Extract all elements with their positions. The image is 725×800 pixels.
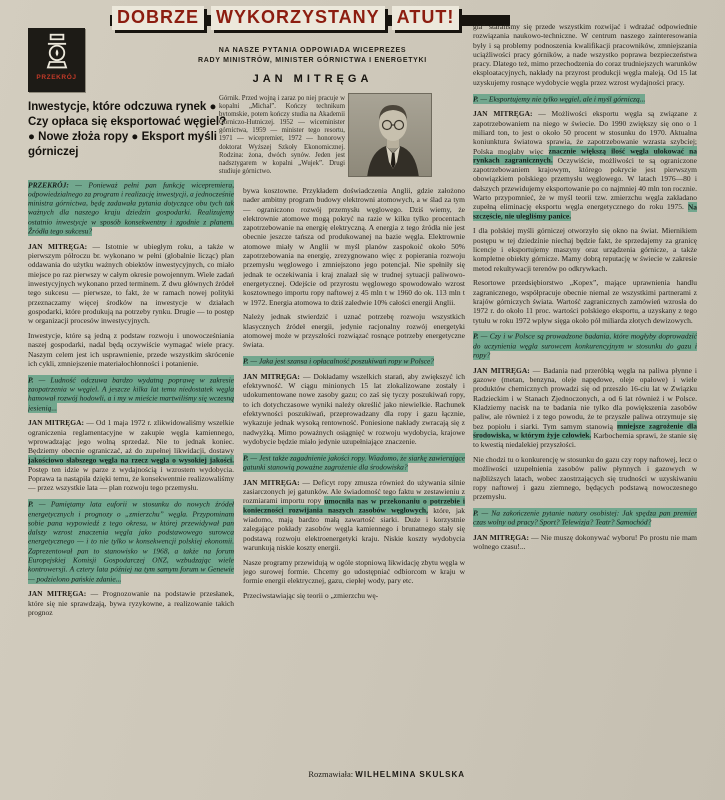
magazine-logo	[28, 28, 85, 92]
byline	[243, 769, 465, 779]
text-segment: Inwestycje, które odczuwa rynek ● Czy opłaca się eksportować węgiel? ● Nowe złoża ropy ● Eksport myśli górniczej	[28, 101, 227, 158]
text-segment: P.	[243, 356, 251, 366]
text-segment: JAN MITRĘGA:	[243, 477, 303, 487]
text-segment: JAN MITRĘGA:	[473, 365, 533, 375]
text-segment: Na szczęście, nie ulegliśmy panice.	[473, 202, 697, 221]
text-segment: Nie chodzi tu o konkurencję w stosunku do gazu czy ropy naftowej, lecz o możliwości uzupełnienia zasobów paliw płynnych i gazowych w najbliższych latach, wobec zaostrzających się trudności w uzyskiwaniu ropy naftowej i gazu ziemnego, będących podstawą nowoczesnego przemysłu.	[473, 454, 697, 502]
text-segment: — Pamiętamy lata euforii w stosunku do nowych źródeł energetycznych i prognozy o „zmierzchu” węgla. Przypominam sobie pana wypowiedź z tego okresu, w której przewidywał pan dalszy wzrost znaczenia węgla jako podstawowego surowca energetycznego — i to nie tylko w konsekwencji polskiej ekonomii. Zaprezentował pan to stanowisko w 1968, a także na forum Europejskiej Komisji Gospodarczej ONZ, wzbudzając wiele kontrowersji. A cztery lata później na tym samym forum w Genewie — podzielono pańskie zdanie...	[28, 499, 234, 584]
logo-label: PRZEKRÓJ	[36, 74, 77, 81]
photo-caption: Górnik. Przed wojną i zaraz po niej pracuje w kopalni „Michał”. Kończy technikum bytomskie, potem kończy studia na Akademii Górniczo-Hutniczej. 1952 — wiceminister górnictwa, 1959 — minister tego resortu, 1971 — wicepremier, 1972 — honorowy doktorat Wyższej Szkoły Ekonomicznej. Rodzina: żona, dwóch synów. Jeden jest nadsztygarem w kopalni „Wujek”. Drugi studiuje górnictwo.	[219, 95, 345, 175]
question-paragraph	[28, 500, 234, 584]
question-paragraph	[473, 94, 697, 103]
text-segment: JAN MITRĘGA:	[28, 241, 93, 251]
question-paragraph	[243, 453, 465, 472]
column-right	[473, 22, 697, 786]
text-segment: Karbochemia sprawi, że stanie się to kwestią niedalekiej przyszłości.	[473, 430, 697, 450]
interviewee-name: JAN MITRĘGA	[252, 73, 373, 85]
question-paragraph	[28, 375, 234, 412]
answer-paragraph	[473, 22, 697, 87]
text-segment: JAN MITRĘGA:	[28, 589, 91, 599]
text-segment: Należy jednak stwierdzić i uznać potrzebę rozwoju wszystkich klasycznych źródeł energii, jedynie racjonalny rozwój energetyki atomowej może w przyszłości rozwiązać rosnące potrzeby energetyczne świata.	[243, 312, 465, 350]
answer-paragraph	[473, 366, 697, 450]
answer-paragraph	[28, 242, 234, 326]
answer-paragraph	[243, 186, 465, 307]
text-segment: JAN MITRĘGA:	[473, 109, 539, 119]
text-segment: P.	[473, 508, 482, 518]
text-segment: mniejsze zagrożenie dla środowiska, w którym żyje człowiek.	[473, 421, 697, 440]
text-segment: — Prognozowanie na podstawie przesłanek, które się nie sprawdzają, bywa ryzykowne, a realizowanie takich prognoz	[28, 589, 234, 617]
text-segment: umocniła nas w przekonaniu o potrzebie i konieczności rozwijania naszych zasobów węglowych,	[243, 496, 465, 515]
text-segment: P.	[28, 375, 39, 385]
subtitle-line-1: NA NASZE PYTANIA ODPOWIADA WICEPREZES	[218, 47, 407, 54]
answer-paragraph	[243, 478, 465, 552]
text-segment: JAN MITRĘGA:	[243, 371, 303, 381]
text-segment: — Jaka jest szansa i opłacalność poszukiwań ropy w Polsce?	[250, 356, 435, 366]
column-left	[28, 100, 234, 794]
answer-paragraph	[243, 312, 465, 349]
text-segment: — Deficyt ropy zmusza również do używania silnie zasiarczonych jej gatunków. Ale świadomość tego faktu w zestawieniu z rozmiarami importu ropy	[243, 477, 465, 506]
text-segment: — Badania nad przeróbką węgla na paliwa płynne i gazowe (metan, benzyna, oleje napędowe, oleje opałowe) i wiele produktów chemicznych prowadzi się od przeszło 16-ciu lat w Związku Radzieckim i w Stanach Zjednoczonych, a od 6 lat również i w Polsce. Kładziemy nacisk na te badania nie tylko dla powiększenia zasobów paliw, ale również i z tego powodu, że te przyszłe paliwa otrzymuje się bez popiołu i siarki. Tym samym stanowią	[473, 365, 697, 431]
text-segment: — Istotnie w ubiegłym roku, a także w pierwszym półroczu br. wykonano w pełni (globalnie licząc) plan oddawania do użytku ważnych obiektów inwestycyjnych, co miało miejsce po raz pierwszy w całym okresie powojennym. Wiele zadań inwestycyjnych wykonano przed terminem. Z dwu głównych źródeł tego sukcesu — pierwsze, to fakt, że w ramach nowej polityki przeznaczamy więcej środków na inwestycje w działach gospodarki, które produkują na potrzeby rynku. Drugie — to postęp w organizacji procesów inwestycyjnych.	[28, 241, 234, 326]
answer-paragraph	[243, 591, 465, 600]
question-paragraph	[28, 180, 234, 236]
question-paragraph	[473, 508, 697, 527]
text-segment: — Czy i w Polsce są prowadzone badania, które mogłyby doprowadzić do uczynienia węgla surowcem konkurencyjnym w stosunku do gazu i ropy?	[473, 331, 697, 360]
text-segment: — Jest także zagadnienie jakości ropy. Wiadomo, że siarkę zawierające gatunki stanowią poważne zagrożenie dla środowiska?	[243, 453, 465, 472]
answer-paragraph	[243, 558, 465, 586]
title-word: DOBRZE	[112, 6, 204, 30]
answer-paragraph	[473, 455, 697, 501]
text-segment: Nasze programy przewidują w ogóle stopniową likwidację zbytu węgla w jego surowej formie. Chcemy go udostępniać odbiorcom w kraju w formie energii elektrycznej, gazu, ciepłej wody, pary etc.	[243, 557, 465, 586]
answer-paragraph	[243, 372, 465, 446]
text-segment: P.	[473, 331, 481, 341]
portrait-photo	[348, 93, 432, 177]
text-segment: gla” staraliśmy się przede wszystkim rozwijać i wdrażać odpowiednie rozwiązania naukowo-techniczne. W centrum naszego zainteresowania były i są problemy podnoszenia kwalifikacji pracowników, zmniejszania uciążliwości pracy górników, a nade wszystko poprawa bezpieczeństwa pracy. Dlatego też, mimo przechodzenia do coraz trudniejszych warunków eksploatacyjnych, nakłady na przyrost produkcji węgla maleją. Od 15 lat uzyskujemy rosnące wydobycie węgla przez wzrost wydajności pracy.	[473, 22, 697, 87]
answer-paragraph	[28, 589, 234, 617]
text-segment: — Eksportujemy nie tylko węgiel, ale i myśl górniczą...	[480, 94, 646, 104]
question-paragraph	[473, 332, 697, 360]
text-segment: Resortowe przedsiębiorstwo „Kopex”, mające uprawnienia handlu zagranicznego, współpracuje obecnie niemal ze wszystkimi partnerami z krajów górniczych świata. Wartość zagranicznych zamówień wzrosła do 1972 r. do około 11 proc. wartości polskiego eksportu, a uzyskany z tego tytułu w roku 1972 wpływ sięga około pół miliarda złotych dewizowych.	[473, 278, 697, 325]
text-segment: Postęp ten idzie w parze z wydajnością i wzrostem wydobycia. Poprawa ta nastąpiła dzięki temu, że konsekwentnie realizowaliśmy — przez wszystkie lata — plan rozwoju tego przemysłu.	[28, 464, 234, 493]
text-segment: — Od 1 maja 1972 r. zlikwidowaliśmy wszelkie ograniczenia reglamentacyjne w zakupie węgla kamiennego, wprowadzając jego wolną sprzedaż. Nie to jednak koniec. Będziemy obecnie ograniczać, aż do zupełnej likwidacji, dostawy	[28, 418, 234, 456]
question-paragraph	[243, 357, 465, 366]
text-segment: — Dokładamy wszelkich starań, aby zwiększyć ich efektywność. W ciągu minionych 15 lat zlokalizowane zostały i udokumentowane nowe zasoby gazu; co zaś się tyczy poszukiwań ropy, to ich dotychczasowe wyniki należy określić jako niewielkie. Rachunek efektywności poszukiwań, przeprowadzany dla ropy i gazu łącznie, wykazuje jednak wysoką rentowność. Poniesione nakłady zwracają się z nadwyżką. Mimo poważnych osiągnięć w rozwoju wydobycia, krajowe wydobycie będzie miało jedynie uzupełniające znaczenie.	[243, 371, 465, 446]
page-title	[112, 6, 459, 30]
text-segment: — Ludność odczuwa bardzo wydatną poprawę w zakresie zaopatrzenia w węgiel. A jeszcze kilka lat temu niedostatek węgla hamował rozwój hodowli, a i my w mieście martwiliśmy się wczesną jesienią...	[28, 375, 234, 413]
text-segment: znacznie większą ilość węgla ulokować na rynkach zagranicznych.	[473, 146, 697, 165]
text-segment: P.	[243, 453, 251, 463]
text-segment: — Na zakończenie pytanie natury osobistej: Jak spędza pan premier czas wolny od pracy? Sport? Telewizja? Teatr? Samochód?	[473, 508, 697, 527]
title-word: ATUT!	[392, 6, 460, 30]
answer-paragraph	[473, 533, 697, 552]
answer-paragraph	[473, 278, 697, 324]
text-segment: — Ponieważ pełni pan funkcję wicepremiera, odpowiedzialnego za program i realizację inwestycji, a jednocześnie ministra górnictwa, będę zadawała pytania dotyczące obu tych tak ważnych dla naszego kraju dziedzin gospodarki. Realizujemy ostatnio inwestycje w sposób konsekwentny i zgodnie z planem. Źródła tego sukcesu?	[28, 180, 234, 236]
column-middle	[243, 186, 465, 764]
text-segment: Inwestycje, które są jedną z podstaw rozwoju i unowocześniania naszej gospodarki, nadal będą oczywiście wymagać wiele pracy. Naszym celem jest ich usprawnienie, przede wszystkim skrócenie ich cykli, zmniejszenie materiałochłonności i potanienie.	[28, 330, 234, 368]
portrait-illustration	[349, 94, 432, 177]
miner-lamp-icon	[40, 32, 74, 72]
text-segment: P.	[473, 94, 481, 104]
text-segment: PRZEKRÓJ:	[28, 180, 76, 189]
subtitle-line-2: RADY MINISTRÓW, MINISTER GÓRNICTWA I ENERGETYKI	[198, 56, 427, 64]
text-segment: bywa kosztowne. Przykładem doświadczenia Anglii, gdzie założono nader ambitny program budowy elektrowni atomowych, a w ślad za tym — ograniczono rozwój przemysłu węglowego. Dziś wiemy, że elektrownie atomowe mogą pokryć na razie w kilku tylko procentach zapotrzebowanie na energię elektryczną. A energia z tego źródła nie jest obecnie jeszcze tańsza od produkowanej na bazie węgla. Elektrownie atomowe miały w Anglii w myśl planów zaspokoić około 50% zapotrzebowania na energię, zrezygnowano więc z popierania rozwoju przemysłu węglowego i zmniejszono jego potencjał. Nie spełniły się jednak te oczekiwania i kraj znalazł się w trudnej sytuacji paliwowo-energetycznej. Odejście od przyrostu węglowego spowodowało wzrost kosztownego importu ropy naftowej z 45 mln t w 1960 do ok. 113 mln t w 1972. Energia atomowa to dziś zaledwie 10% całości energii Anglii.	[243, 186, 465, 307]
answer-paragraph	[473, 226, 697, 272]
text-segment: które, jak wiadomo, mają bardzo małą zawartość siarki. Duże i korzystnie zalegające pokłady zasobów węgla kamiennego i brunatnego stały się podstawą rozwoju elektroenergetyki kraju. Niskie koszty wydobycia warunkują niskie koszty energii.	[243, 505, 465, 552]
answer-paragraph	[28, 331, 234, 368]
text-segment: P.	[28, 499, 39, 509]
answer-paragraph	[473, 109, 697, 221]
byline-prefix: Rozmawiała:	[308, 769, 356, 779]
text-segment: Przeciwstawiając się teorii o „zmierzchu wę-	[243, 591, 379, 601]
text-segment: — Nie muszę dokonywać wyboru! Po prostu nie mam wolnego czasu!...	[473, 533, 697, 552]
answer-paragraph	[28, 418, 234, 492]
text-segment: JAN MITRĘGA:	[473, 533, 532, 543]
byline-name: WILHELMINA SKULSKA	[355, 770, 465, 779]
text-segment: — Możliwości eksportu węgla są związane z zapotrzebowaniem na niego w świecie. Do 1990 zwiększy się ono o 1 miliard ton, to jest o około 50 procent w stosunku do 1970. Aktualna koniunktura światowa sprawia, że zapotrzebowanie wzrasta szybciej; Polska mogłaby więc	[473, 109, 697, 156]
subtitle	[115, 46, 510, 65]
text-segment: I dla polskiej myśli górniczej otworzyło się okno na świat. Miernikiem postępu w tej dziedzinie niechaj będzie fakt, że sprzedajemy za granicę licencje i eksportujemy maszyny oraz urządzenia górnicze, a także kompletne obiekty górnicze. Mamy dobrą reputację w świecie w zakresie metod rekultywacji terenów po odkrywkach.	[473, 226, 697, 273]
text-segment: Oczywiście, możliwości te są ograniczone zapotrzebowaniem krajowym, którego pokrycie jest pierwszym obowiązkiem polskiego przemysłu węglowego. W latach 1976—80 i dalszych przewidujemy eksportowanie po co najmniej 40 mln ton rocznie. Warto przypomnieć, że w myśl teorii tzw. zmierzchu węgla zakładano zupełną eliminację eksportu węgla energetycznego do roku 1975.	[473, 155, 697, 212]
text-segment: JAN MITRĘGA:	[28, 418, 87, 428]
text-segment: jakościowo słabszego węgla na rzecz węgla o wysokiej jakości.	[28, 455, 234, 465]
intro-paragraph	[28, 100, 234, 160]
title-word: WYKORZYSTANY	[211, 6, 385, 30]
